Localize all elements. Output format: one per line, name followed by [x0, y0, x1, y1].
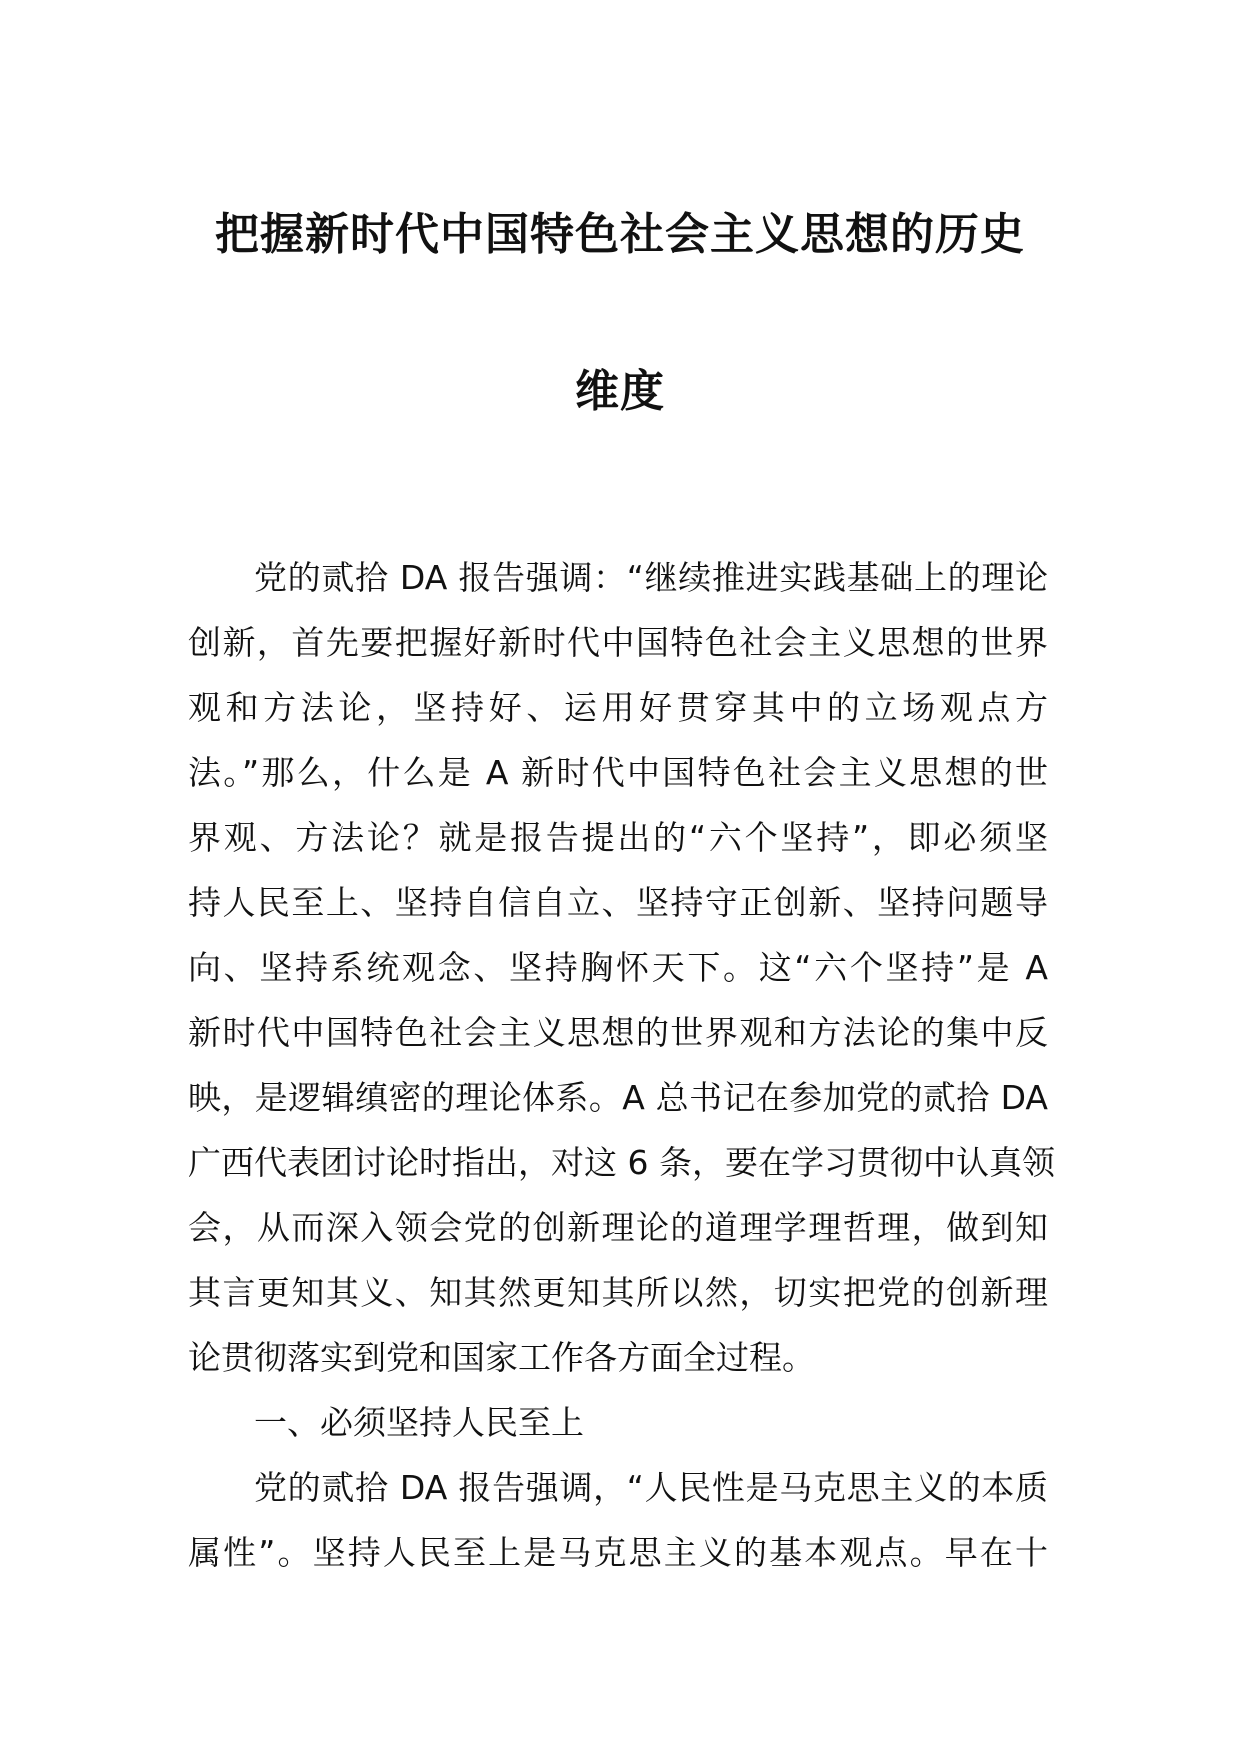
body-line-16: 属性”。坚持人民至上是马克思主义的基本观点。早在十 — [188, 1533, 1048, 1572]
body-line-5: 界观、方法论？就是报告提出的“六个坚持”，即必须坚 — [188, 818, 1048, 857]
body-line-10: 广西代表团讨论时指出，对这 6 条，要在学习贯彻中认真领 — [188, 1143, 1055, 1182]
document-title-line-1: 把握新时代中国特色社会主义思想的历史 — [215, 209, 1025, 260]
body-line-11: 会，从而深入领会党的创新理论的道理学理哲理，做到知 — [188, 1208, 1048, 1247]
document-body — [188, 545, 1055, 1585]
body-line-12: 其言更知其义、知其然更知其所以然，切实把党的创新理 — [188, 1273, 1048, 1312]
body-line-4: 法。”那么，什么是 A 新时代中国特色社会主义思想的世 — [188, 753, 1048, 792]
body-line-13: 论贯彻落实到党和国家工作各方面全过程。 — [188, 1338, 815, 1377]
body-line-2: 创新，首先要把握好新时代中国特色社会主义思想的世界 — [188, 623, 1048, 662]
document-title-line-2: 维度 — [575, 366, 665, 417]
body-line-3: 观和方法论，坚持好、运用好贯穿其中的立场观点方 — [188, 688, 1048, 727]
body-line-15: 党的贰拾 DA 报告强调，“人民性是马克思主义的本质 — [254, 1468, 1048, 1507]
body-line-8: 新时代中国特色社会主义思想的世界观和方法论的集中反 — [188, 1013, 1048, 1052]
body-line-1: 党的贰拾 DA 报告强调：“继续推进实践基础上的理论 — [254, 558, 1048, 597]
section-heading: 一、必须坚持人民至上 — [254, 1403, 584, 1442]
body-line-6: 持人民至上、坚持自信自立、坚持守正创新、坚持问题导 — [188, 883, 1048, 922]
body-line-7: 向、坚持系统观念、坚持胸怀天下。这“六个坚持”是 A — [188, 948, 1048, 987]
body-line-9: 映，是逻辑缜密的理论体系。A 总书记在参加党的贰拾 DA — [188, 1078, 1048, 1117]
